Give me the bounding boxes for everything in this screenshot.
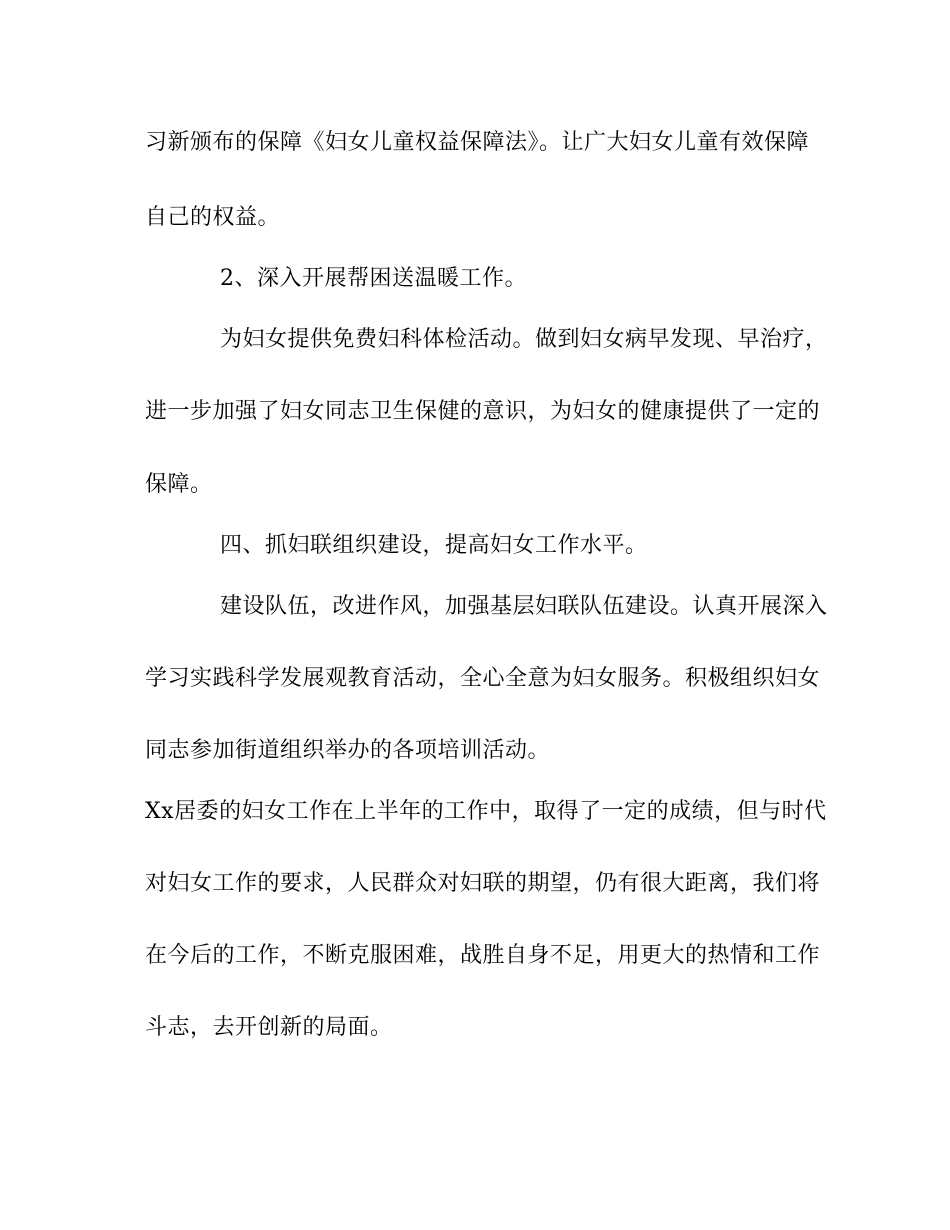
text-line: 同志参加街道组织举办的各项培训活动。 [145,738,551,763]
section-heading: 四、抓妇联组织建设，提高妇女工作水平。 [220,533,648,558]
text-line: 自己的权益。 [145,205,281,230]
section-heading: 2、深入开展帮困送温暖工作。 [220,266,527,291]
text-line: 对妇女工作的要求，人民群众对妇联的期望，仍有很大距离，我们将 [145,871,821,896]
paragraph-first-line: 建设队伍，改进作风，加强基层妇联队伍建设。认真开展深入 [220,594,828,619]
text-line: 斗志，去开创新的局面。 [145,1015,393,1040]
text-line: 学习实践科学发展观教育活动，全心全意为妇女服务。积极组织妇女 [145,666,821,691]
text-line: 保障。 [145,472,213,497]
paragraph-first-line: Xx居委的妇女工作在上半年的工作中，取得了一定的成绩，但与时代 [145,799,827,824]
text-line: 在今后的工作，不断克服困难，战胜自身不足，用更大的热情和工作 [145,943,821,968]
text-line: 习新颁布的保障《妇女儿童权益保障法》。让广大妇女儿童有效保障 [145,130,810,155]
text-line: 进一步加强了妇女同志卫生保健的意识，为妇女的健康提供了一定的 [145,399,821,424]
paragraph-first-line: 为妇女提供免费妇科体检活动。做到妇女病早发现、早治疗， [220,327,828,352]
